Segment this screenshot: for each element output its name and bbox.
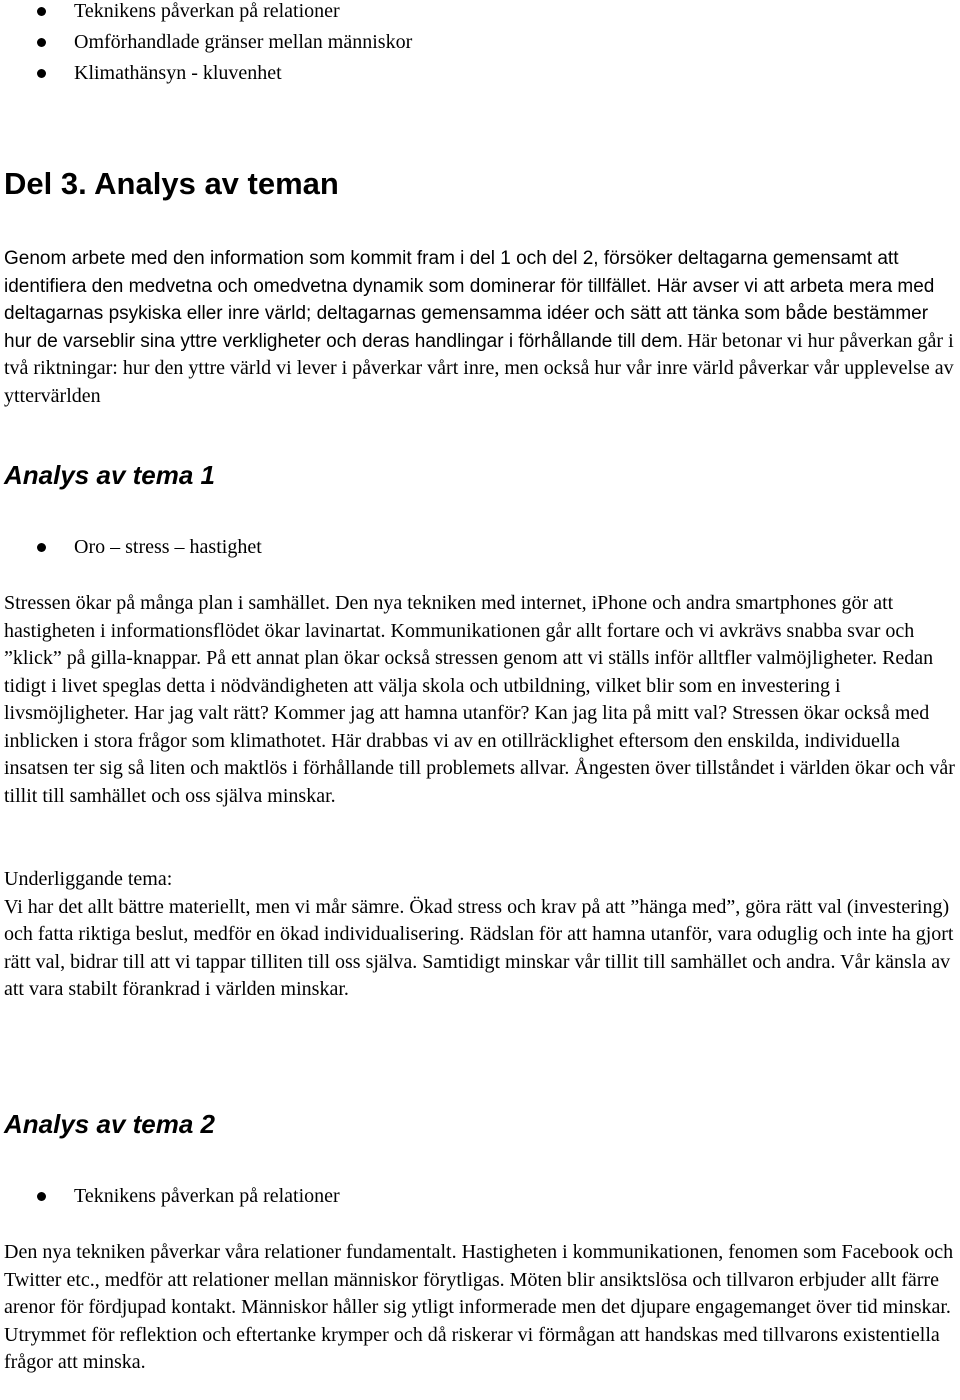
tema1-bullet-list bbox=[4, 532, 956, 563]
list-item-text: Oro – stress – hastighet bbox=[74, 536, 262, 558]
underlying-label: Underliggande tema: bbox=[4, 868, 173, 890]
list-item-text: Teknikens påverkan på relationer bbox=[74, 0, 340, 22]
list-item-text: Klimathänsyn - kluvenhet bbox=[74, 62, 282, 84]
bullet-dot-icon bbox=[37, 69, 46, 78]
intro-paragraph-continued: Här betonar vi hur påverkan går i två riktningar: hur den yttre värld vi lever i påverkar vårt inre, men också hur vår inre värld påverkar vår upplevelse av yttervärlden bbox=[4, 329, 954, 407]
section-heading: Del 3. Analys av teman bbox=[4, 166, 339, 201]
intro-paragraph: Genom arbete med den information som kommit fram i del 1 och del 2, försöker deltagarna gemensamt att identifiera den medvetna och omedvetna dynamik som dominerar för tillfället. Här avser vi att arbeta mera med deltagarnas psykiska eller inre värld; deltagarnas gemensamma idéer och sätt att tänka som både bestämmer hur de varseblir sina yttre verkligheter och deras handlingar i förhållande till dem. bbox=[4, 248, 935, 352]
list-item-text: Teknikens påverkan på relationer bbox=[74, 1185, 340, 1207]
bullet-dot-icon bbox=[37, 38, 46, 47]
top-bullet-list bbox=[4, 0, 956, 89]
bullet-dot-icon bbox=[37, 1192, 46, 1201]
list-item bbox=[4, 27, 956, 58]
tema2-paragraph: Den nya tekniken påverkar våra relationer fundamentalt. Hastigheten i kommunikationen, fenomen som Facebook och Twitter etc., medför att relationer mellan människor förytligas. Möten blir ansiktslösa och tillvaron erbjuder allt färre arenor för fördjupad kontakt. Människor håller sig ytligt informerade men det djupare engagemanget över tid minskar. Utrymmet för reflektion och eftertanke krymper och då riskerar vi förmågan att handskas med tillvarons existentiella frågor att minska. bbox=[4, 1241, 954, 1373]
underlying-paragraph: Vi har det allt bättre materiellt, men vi mår sämre. Ökad stress och krav på att ”hänga med”, göra rätt val (investering) och fatta riktiga beslut, medför en ökad individualisering. Rädslan för att hamna utanför, vara oduglig och inte ha gjort rätt val, bidrar till att vi tappar tilliten till oss själva. Samtidigt minskar vår tillit till samhället och andra. Vår känsla av att vara stabilt förankrad i världen minskar. bbox=[4, 895, 954, 1000]
section-intro bbox=[4, 245, 956, 410]
underlying-theme bbox=[4, 866, 956, 1004]
bullet-dot-icon bbox=[37, 543, 46, 552]
tema1-heading: Analys av tema 1 bbox=[4, 460, 216, 490]
list-item bbox=[4, 1181, 956, 1212]
bullet-dot-icon bbox=[37, 7, 46, 16]
list-item bbox=[4, 58, 956, 89]
list-item bbox=[4, 532, 956, 563]
tema2-bullet-list bbox=[4, 1181, 956, 1212]
tema1-paragraph: Stressen ökar på många plan i samhället. Den nya tekniken med internet, iPhone och andra smartphones gör att hastigheten i informationsflödet ökar lavinartat. Kommunikationen går allt fortare och vi avkrävs snabba svar och ”klick” på gilla-knappar. På ett annat plan ökar också stressen genom att vi ställs inför alltfler valmöjligheter. Redan tidigt i livet speglas detta i nödvändigheten att välja skola och utbildning, vilket blir som en investering i livsmöjligheter. Har jag valt rätt? Kommer jag att hamna utanför? Kan jag lita på mitt val? Stressen ökar också med inblicken i stora frågor som klimathotet. Här drabbas vi av en otillräcklighet eftersom den enskilda, individuella insatsen ter sig så liten och maktlös i förhållande till problemets allvar. Ångesten över tillståndet i världen ökar och vår tillit till samhället och oss själva minskar. bbox=[4, 592, 955, 807]
list-item-text: Omförhandlade gränser mellan människor bbox=[74, 31, 413, 53]
tema2-heading: Analys av tema 2 bbox=[4, 1109, 216, 1139]
list-item bbox=[4, 0, 956, 27]
